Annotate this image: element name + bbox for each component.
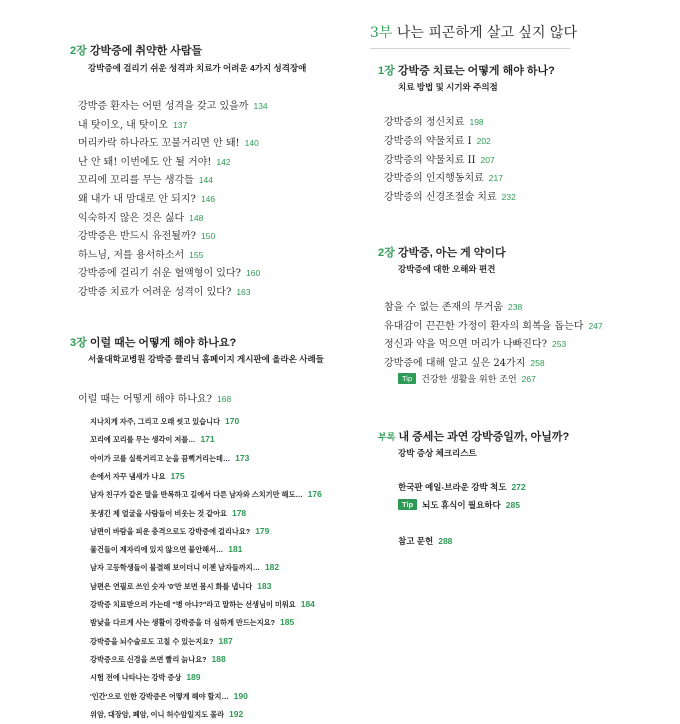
page-number: 134 bbox=[253, 101, 268, 111]
toc-entry-text: '인간'으로 인한 강박증은 어떻게 해야 할지… bbox=[90, 691, 229, 701]
page-number: 217 bbox=[488, 173, 503, 184]
page-number: 187 bbox=[218, 635, 233, 646]
page-number: 188 bbox=[211, 653, 226, 664]
page-number: 179 bbox=[255, 525, 270, 536]
toc-entry[interactable] bbox=[90, 544, 242, 555]
toc-entry[interactable] bbox=[90, 434, 215, 445]
appendix-heading bbox=[378, 428, 569, 444]
toc-entry-text: 꼬리에 꼬리를 무는 생각이 저를… bbox=[90, 435, 196, 445]
toc-entry-text: 익숙하지 않은 것은 싫다 bbox=[78, 212, 185, 224]
chapter-title: 강박증에 취약한 사람들 bbox=[89, 45, 203, 57]
toc-entry-text: 밤낮을 다르게 사는 생활이 강박증을 더 심하게 만드는지요? bbox=[90, 618, 276, 628]
chapter-title: 강박증, 아는 게 약이다 bbox=[397, 247, 506, 259]
page-number: 170 bbox=[225, 416, 240, 426]
page-number: 272 bbox=[511, 482, 526, 492]
toc-entry[interactable] bbox=[78, 134, 259, 149]
toc-entry-text: 강박증의 약물치료 II bbox=[384, 154, 476, 166]
toc-entry-text: 강박증의 약물치료 I bbox=[384, 135, 472, 147]
toc-entry-text: 강박증의 신경조절술 치료 bbox=[384, 192, 497, 204]
toc-entry-text: 강박증의 인지행동치료 bbox=[384, 173, 484, 185]
chapter-label: 2장 bbox=[378, 247, 395, 259]
toc-entry[interactable] bbox=[78, 227, 215, 242]
toc-entry-text: 강박증에 걸리기 쉬운 혈액형이 있다? bbox=[78, 268, 241, 280]
chapter-1-heading bbox=[378, 62, 555, 78]
toc-entry[interactable] bbox=[90, 416, 239, 427]
toc-entry[interactable] bbox=[78, 246, 203, 261]
toc-entry[interactable] bbox=[78, 190, 215, 205]
appendix-title: 내 증세는 과연 강박증일까, 아닐까? bbox=[398, 431, 570, 443]
toc-entry-text: 강박증의 정신치료 bbox=[384, 117, 465, 128]
page-number: 144 bbox=[198, 175, 213, 186]
chapter-subtitle: 서울대학교병원 강박증 클리닉 홈페이지 게시판에 올라온 사례들 bbox=[88, 354, 324, 364]
toc-entry-text: 왜 내가 내 맘대로 안 되지? bbox=[78, 194, 196, 205]
toc-entry-text: 참을 수 없는 존재의 무거움 bbox=[384, 302, 503, 313]
tip-entry[interactable] bbox=[398, 372, 536, 385]
toc-entry-text: 한국판 예일-브라운 강박 척도 bbox=[398, 482, 507, 492]
page-number: 207 bbox=[480, 154, 495, 165]
appendix-subtitle: 강박 증상 체크리스트 bbox=[398, 448, 477, 458]
chapter-3-heading bbox=[70, 334, 236, 350]
toc-entry-text: 내 탓이오, 내 탓이오 bbox=[78, 119, 168, 131]
toc-entry-text: 난 안 돼! 이번에도 안 될 거야! bbox=[78, 156, 212, 168]
page-number: 178 bbox=[231, 507, 247, 518]
toc-entry[interactable] bbox=[78, 264, 260, 279]
toc-entry-text: 아이가 코를 실룩거리고 눈을 끔뻑거리는데… bbox=[90, 453, 231, 463]
toc-entry[interactable] bbox=[90, 709, 243, 720]
page-number: 184 bbox=[300, 599, 315, 609]
toc-entry[interactable] bbox=[384, 298, 522, 313]
part-label: 3부 bbox=[370, 25, 393, 41]
tip-badge: Tip bbox=[398, 373, 416, 384]
chapter-title: 이럴 때는 어떻게 해야 하나요? bbox=[89, 337, 237, 349]
page-number: 150 bbox=[200, 231, 216, 242]
chapter-title: 강박증 치료는 어떻게 해야 하나? bbox=[397, 65, 555, 77]
toc-entry-text: 강박증으로 신경을 쓰면 빨리 늙나요? bbox=[90, 654, 207, 664]
divider bbox=[370, 48, 570, 49]
toc-entry[interactable] bbox=[78, 116, 187, 131]
toc-entry-text: 강박증 환자는 어떤 성격을 갖고 있을까 bbox=[78, 101, 249, 112]
toc-entry-text: 강박증 치료받으러 가는데 "병 아냐?"라고 말하는 선생님이 미워요 bbox=[90, 600, 296, 609]
page-number: 253 bbox=[551, 339, 567, 349]
toc-entry[interactable] bbox=[90, 636, 233, 647]
part-3-title bbox=[370, 22, 577, 42]
chapter-subtitle: 강박증에 대한 오해와 편견 bbox=[398, 264, 496, 274]
toc-entry[interactable] bbox=[90, 471, 185, 482]
page-number: 190 bbox=[233, 690, 248, 701]
tip-entry[interactable] bbox=[398, 499, 520, 511]
page-number: 288 bbox=[438, 536, 453, 546]
chapter-label: 3장 bbox=[70, 337, 87, 349]
toc-entry-text: 이럴 때는 어떻게 해야 하나요? bbox=[78, 394, 212, 405]
toc-entry[interactable] bbox=[90, 453, 249, 464]
page-number: 258 bbox=[530, 357, 545, 368]
toc-entry[interactable] bbox=[90, 562, 279, 573]
page-number: 285 bbox=[505, 500, 520, 510]
page-number: 146 bbox=[200, 194, 216, 204]
toc-entry-text: 남자 친구가 같은 말을 반복하고 길에서 다른 남자와 스치기만 해도… bbox=[90, 490, 303, 500]
toc-entry[interactable] bbox=[384, 335, 566, 350]
page-number: 192 bbox=[229, 708, 244, 719]
page-number: 198 bbox=[469, 117, 484, 127]
toc-entry[interactable] bbox=[90, 581, 271, 592]
toc-entry[interactable] bbox=[90, 526, 269, 537]
toc-entry[interactable] bbox=[90, 672, 201, 683]
toc-entry-text: 꼬리에 꼬리를 무는 생각들 bbox=[78, 175, 194, 187]
toc-entry[interactable] bbox=[384, 317, 603, 332]
toc-entry-text: 남편은 연필로 쓰인 숫자 '0'만 보면 몸시 화를 냅니다 bbox=[90, 581, 253, 591]
toc-entry-text: 하느님, 저를 용서하소서 bbox=[78, 249, 185, 261]
toc-entry-text: 못생긴 제 얼굴을 사람들이 비웃는 것 같아요 bbox=[90, 508, 227, 518]
toc-entry-text: 강박증 치료가 어려운 성격이 있다? bbox=[78, 287, 232, 298]
toc-entry-text: 남편이 바람을 피운 충격으로도 강박증에 걸리나요? bbox=[90, 526, 251, 536]
toc-entry-intro[interactable] bbox=[78, 390, 231, 405]
chapter-label: 2장 bbox=[70, 45, 87, 57]
toc-entry-text: 머리카락 하나라도 꼬불거리면 안 돼! bbox=[78, 138, 240, 150]
toc-entry[interactable] bbox=[384, 151, 495, 166]
chapter-subtitle: 강박증에 걸리기 쉬운 성격과 치료가 어려운 4가지 성격장애 bbox=[88, 63, 307, 73]
page-number: 189 bbox=[186, 672, 201, 683]
chapter-label: 1장 bbox=[378, 65, 395, 77]
toc-entry[interactable] bbox=[384, 188, 516, 203]
toc-entry-text: 참고 문헌 bbox=[398, 536, 434, 546]
toc-entry[interactable] bbox=[90, 691, 248, 702]
page-number: 175 bbox=[170, 470, 185, 481]
toc-entry[interactable] bbox=[78, 171, 213, 186]
toc-entry-text: 손에서 자꾸 냄새가 나요 bbox=[90, 471, 166, 481]
toc-entry[interactable] bbox=[78, 283, 251, 298]
toc-entry[interactable] bbox=[90, 617, 294, 628]
page-number: 140 bbox=[244, 138, 259, 149]
page-number: 171 bbox=[200, 434, 215, 445]
toc-entry-text: 정신과 약을 먹으면 머리가 나빠진다? bbox=[384, 339, 547, 350]
page-number: 176 bbox=[307, 489, 322, 500]
toc-entry[interactable] bbox=[384, 169, 503, 184]
page-number: 182 bbox=[264, 562, 280, 573]
page-number: 238 bbox=[507, 302, 523, 312]
chapter-2-heading bbox=[70, 42, 202, 58]
toc-entry-text: 지나치게 자주, 그리고 오래 씻고 있습니다 bbox=[90, 417, 221, 426]
toc-entry-text: 물건들이 제자리에 있지 않으면 불안해서… bbox=[90, 545, 224, 555]
toc-entry[interactable] bbox=[398, 481, 526, 493]
page-number: 247 bbox=[588, 320, 603, 331]
page-number: 137 bbox=[173, 119, 188, 130]
tip-badge: Tip bbox=[398, 499, 417, 510]
toc-entry[interactable] bbox=[384, 132, 491, 147]
page-number: 160 bbox=[245, 268, 261, 279]
toc-entry[interactable] bbox=[384, 113, 484, 128]
toc-entry[interactable] bbox=[90, 599, 315, 610]
page-number: 183 bbox=[257, 580, 272, 591]
toc-entry-text: 강박증은 반드시 유전될까? bbox=[78, 231, 196, 243]
toc-entry[interactable] bbox=[78, 97, 268, 112]
toc-entry[interactable] bbox=[78, 153, 231, 168]
page-number: 142 bbox=[216, 156, 231, 167]
toc-entry-text: 남자 고등학생들이 불결해 보이더니 이젠 남자들까지… bbox=[90, 563, 260, 573]
page-number: 202 bbox=[476, 135, 491, 146]
chapter-2-heading bbox=[378, 244, 506, 260]
toc-entry-text: 위암, 대장암, 폐암, 이니 허수암일지도 몰라 bbox=[90, 709, 225, 719]
toc-entry[interactable] bbox=[78, 209, 203, 224]
page-number: 267 bbox=[521, 374, 536, 384]
page-number: 232 bbox=[501, 192, 516, 203]
toc-entry-text: 강박증에 대해 알고 싶은 24가지 bbox=[384, 357, 526, 369]
toc-entry-references[interactable] bbox=[398, 535, 452, 547]
appendix-label: 부록 bbox=[378, 432, 396, 442]
page-number: 185 bbox=[280, 617, 295, 628]
page-number: 148 bbox=[189, 212, 204, 223]
toc-entry-text: 건강한 생활을 위한 조언 bbox=[421, 375, 517, 385]
toc-entry-text: 강박증을 뇌수술로도 고칠 수 있는지요? bbox=[90, 636, 214, 646]
part-title-text: 나는 피곤하게 살고 싶지 않다 bbox=[396, 25, 577, 41]
page-number: 168 bbox=[217, 394, 232, 404]
toc-entry-text: 시험 전에 나타나는 강박 증상 bbox=[90, 673, 182, 683]
toc-entry-text: 뇌도 휴식이 필요하다 bbox=[422, 500, 501, 510]
page-number: 181 bbox=[228, 544, 243, 555]
chapter-subtitle: 치료 방법 및 시기와 주의점 bbox=[398, 82, 498, 92]
toc-entry-text: 유대감이 끈끈한 가정이 환자의 회복을 돕는다 bbox=[384, 320, 584, 332]
page-number: 163 bbox=[236, 287, 251, 297]
toc-entry[interactable] bbox=[384, 354, 545, 369]
page-number: 173 bbox=[235, 452, 250, 463]
toc-entry[interactable] bbox=[90, 508, 246, 519]
toc-entry[interactable] bbox=[90, 489, 322, 500]
page-number: 155 bbox=[189, 249, 204, 260]
toc-entry[interactable] bbox=[90, 654, 226, 665]
